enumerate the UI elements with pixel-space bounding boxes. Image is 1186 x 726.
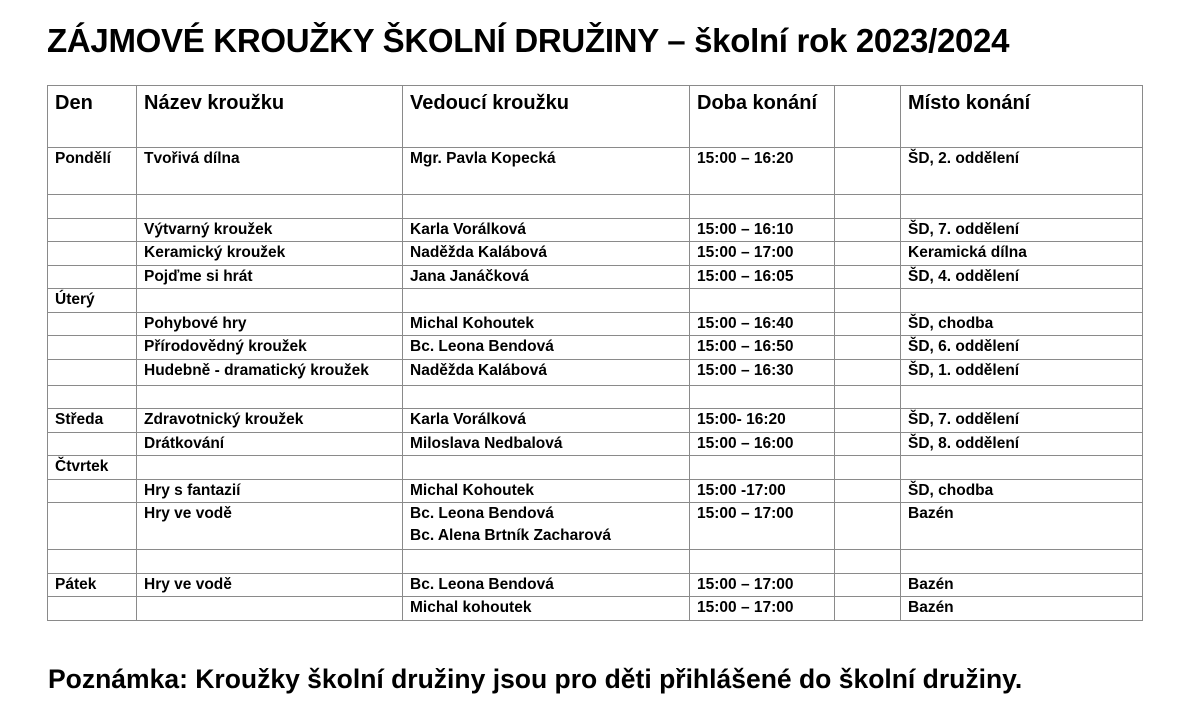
cell-time: 15:00 – 16:20 xyxy=(690,148,835,195)
cell-time: 15:00 – 16:40 xyxy=(690,312,835,336)
table-row xyxy=(48,242,1143,266)
cell-place: ŠD, 4. oddělení xyxy=(901,265,1143,289)
cell-extra xyxy=(835,409,901,433)
cell-day xyxy=(48,385,137,409)
cell-leader: Jana Janáčková xyxy=(403,265,690,289)
table-row xyxy=(48,503,1143,550)
cell-extra xyxy=(835,597,901,621)
cell-day xyxy=(48,479,137,503)
cell-name: Tvořivá dílna xyxy=(137,148,403,195)
table-row xyxy=(48,479,1143,503)
cell-place: ŠD, 6. oddělení xyxy=(901,336,1143,360)
cell-time xyxy=(690,195,835,219)
cell-leader: Karla Vorálková xyxy=(403,218,690,242)
cell-leader: Karla Vorálková xyxy=(403,409,690,433)
cell-place: Bazén xyxy=(901,573,1143,597)
cell-day xyxy=(48,550,137,574)
cell-day xyxy=(48,503,137,550)
table-row xyxy=(48,359,1143,385)
cell-place: ŠD, 7. oddělení xyxy=(901,409,1143,433)
table-row xyxy=(48,385,1143,409)
cell-leader: Mgr. Pavla Kopecká xyxy=(403,148,690,195)
cell-extra xyxy=(835,336,901,360)
header-time: Doba konání xyxy=(690,86,835,148)
cell-leader: Michal kohoutek xyxy=(403,597,690,621)
cell-name xyxy=(137,550,403,574)
page-title: ZÁJMOVÉ KROUŽKY ŠKOLNÍ DRUŽINY – školní rok 2023/2024 xyxy=(47,22,1010,59)
cell-extra xyxy=(835,503,901,550)
cell-place: ŠD, 8. oddělení xyxy=(901,432,1143,456)
header-extra xyxy=(835,86,901,148)
cell-day: Čtvrtek xyxy=(48,456,137,480)
cell-name: Výtvarný kroužek xyxy=(137,218,403,242)
cell-time: 15:00 – 17:00 xyxy=(690,597,835,621)
cell-leader: Miloslava Nedbalová xyxy=(403,432,690,456)
table-row xyxy=(48,550,1143,574)
cell-time xyxy=(690,456,835,480)
cell-day xyxy=(48,312,137,336)
cell-name: Zdravotnický kroužek xyxy=(137,409,403,433)
cell-time: 15:00 – 16:00 xyxy=(690,432,835,456)
cell-name xyxy=(137,456,403,480)
table-row xyxy=(48,148,1143,195)
cell-place: ŠD, 1. oddělení xyxy=(901,359,1143,385)
cell-extra xyxy=(835,265,901,289)
cell-leader xyxy=(403,550,690,574)
cell-leader xyxy=(403,195,690,219)
cell-name: Pohybové hry xyxy=(137,312,403,336)
cell-leader-line: Bc. Alena Brtník Zacharová xyxy=(410,527,611,544)
cell-name xyxy=(137,385,403,409)
cell-name: Hry s fantazií xyxy=(137,479,403,503)
cell-extra xyxy=(835,148,901,195)
cell-name: Hry ve vodě xyxy=(137,503,403,550)
cell-place xyxy=(901,385,1143,409)
cell-extra xyxy=(835,289,901,313)
cell-time: 15:00 – 16:30 xyxy=(690,359,835,385)
cell-name xyxy=(137,597,403,621)
table-row xyxy=(48,336,1143,360)
cell-place: ŠD, chodba xyxy=(901,479,1143,503)
cell-day: Pondělí xyxy=(48,148,137,195)
cell-extra xyxy=(835,312,901,336)
cell-extra xyxy=(835,550,901,574)
table-row xyxy=(48,289,1143,313)
header-leader: Vedoucí kroužku xyxy=(403,86,690,148)
cell-place: Bazén xyxy=(901,597,1143,621)
cell-name: Hry ve vodě xyxy=(137,573,403,597)
cell-leader xyxy=(403,289,690,313)
footer-note: Poznámka: Kroužky školní družiny jsou pro děti přihlášené do školní družiny. xyxy=(48,664,1023,694)
header-name: Název kroužku xyxy=(137,86,403,148)
cell-time xyxy=(690,289,835,313)
table-row xyxy=(48,432,1143,456)
table-row xyxy=(48,218,1143,242)
cell-place: ŠD, chodba xyxy=(901,312,1143,336)
cell-extra xyxy=(835,432,901,456)
cell-day xyxy=(48,195,137,219)
cell-day xyxy=(48,432,137,456)
cell-extra xyxy=(835,385,901,409)
cell-place xyxy=(901,456,1143,480)
cell-day: Pátek xyxy=(48,573,137,597)
cell-name: Keramický kroužek xyxy=(137,242,403,266)
cell-place: Keramická dílna xyxy=(901,242,1143,266)
table-header-row xyxy=(48,86,1143,148)
cell-name xyxy=(137,195,403,219)
cell-extra xyxy=(835,456,901,480)
cell-time: 15:00 -17:00 xyxy=(690,479,835,503)
cell-name: Hudebně - dramatický kroužek xyxy=(137,359,403,385)
cell-extra xyxy=(835,242,901,266)
cell-time: 15:00 – 17:00 xyxy=(690,573,835,597)
cell-leader-line: Bc. Leona Bendová xyxy=(410,505,554,522)
cell-extra xyxy=(835,218,901,242)
cell-name xyxy=(137,289,403,313)
cell-leader: Michal Kohoutek xyxy=(403,479,690,503)
cell-place: Bazén xyxy=(901,503,1143,550)
table-row xyxy=(48,312,1143,336)
table-row xyxy=(48,573,1143,597)
cell-name: Pojďme si hrát xyxy=(137,265,403,289)
cell-day xyxy=(48,265,137,289)
cell-time: 15:00 – 16:50 xyxy=(690,336,835,360)
cell-time xyxy=(690,550,835,574)
cell-name: Přírodovědný kroužek xyxy=(137,336,403,360)
cell-extra xyxy=(835,479,901,503)
cell-leader xyxy=(403,456,690,480)
cell-time: 15:00 – 17:00 xyxy=(690,503,835,550)
cell-time: 15:00- 16:20 xyxy=(690,409,835,433)
cell-day: Středa xyxy=(48,409,137,433)
cell-leader: Bc. Leona Bendová xyxy=(403,573,690,597)
table-row xyxy=(48,409,1143,433)
cell-time xyxy=(690,385,835,409)
cell-time: 15:00 – 16:10 xyxy=(690,218,835,242)
cell-place: ŠD, 7. oddělení xyxy=(901,218,1143,242)
cell-leader xyxy=(403,503,690,550)
cell-leader xyxy=(403,385,690,409)
header-day: Den xyxy=(48,86,137,148)
cell-place xyxy=(901,289,1143,313)
cell-place: ŠD, 2. oddělení xyxy=(901,148,1143,195)
table-row xyxy=(48,195,1143,219)
cell-leader: Bc. Leona Bendová xyxy=(403,336,690,360)
schedule-table xyxy=(47,85,1143,621)
cell-day: Úterý xyxy=(48,289,137,313)
cell-extra xyxy=(835,359,901,385)
table-row xyxy=(48,456,1143,480)
cell-name: Drátkování xyxy=(137,432,403,456)
cell-extra xyxy=(835,195,901,219)
cell-day xyxy=(48,597,137,621)
table-row xyxy=(48,265,1143,289)
cell-leader: Naděžda Kalábová xyxy=(403,242,690,266)
header-place: Místo konání xyxy=(901,86,1143,148)
cell-day xyxy=(48,242,137,266)
table-row xyxy=(48,597,1143,621)
cell-time: 15:00 – 17:00 xyxy=(690,242,835,266)
cell-extra xyxy=(835,573,901,597)
cell-day xyxy=(48,359,137,385)
cell-leader: Naděžda Kalábová xyxy=(403,359,690,385)
cell-place xyxy=(901,550,1143,574)
cell-day xyxy=(48,218,137,242)
cell-time: 15:00 – 16:05 xyxy=(690,265,835,289)
cell-place xyxy=(901,195,1143,219)
cell-leader: Michal Kohoutek xyxy=(403,312,690,336)
cell-day xyxy=(48,336,137,360)
